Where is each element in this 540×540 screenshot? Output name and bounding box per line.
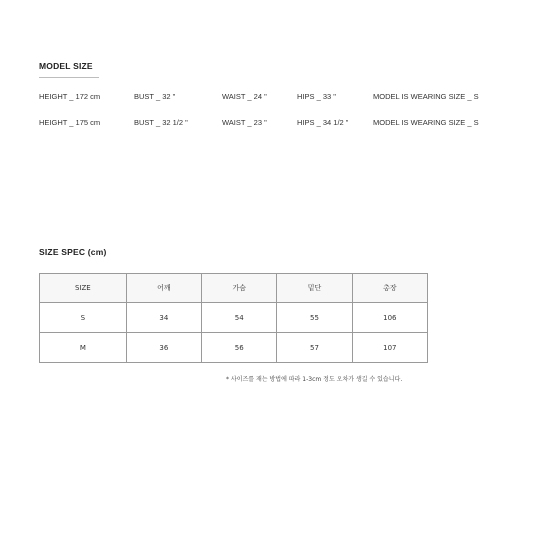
table-row	[40, 303, 428, 333]
model-wearing-size: MODEL IS WEARING SIZE _ S	[373, 92, 479, 101]
model-size-title-rule	[39, 77, 99, 78]
table-header-cell: 총장	[352, 274, 427, 303]
model-hips: HIPS _ 33 "	[297, 92, 336, 101]
model-waist: WAIST _ 24 "	[222, 92, 267, 101]
table-cell: 56	[202, 333, 277, 363]
table-header-cell: 밑단	[277, 274, 352, 303]
table-cell: 55	[277, 303, 352, 333]
table-cell: S	[40, 303, 127, 333]
model-waist: WAIST _ 23 "	[222, 118, 267, 127]
model-row	[39, 92, 509, 104]
model-hips: HIPS _ 34 1/2 "	[297, 118, 349, 127]
measurement-note: * 사이즈를 재는 방법에 따라 1-3cm 정도 오차가 생길 수 있습니다.	[226, 376, 403, 383]
model-wearing-size: MODEL IS WEARING SIZE _ S	[373, 118, 479, 127]
model-bust: BUST _ 32 "	[134, 92, 176, 101]
table-header-cell: 가슴	[202, 274, 277, 303]
table-row	[40, 333, 428, 363]
model-row	[39, 118, 509, 130]
table-header-row	[40, 274, 428, 303]
table-cell: 54	[202, 303, 277, 333]
size-spec-table	[39, 273, 428, 363]
table-cell: 107	[352, 333, 427, 363]
table-cell: 106	[352, 303, 427, 333]
model-bust: BUST _ 32 1/2 "	[134, 118, 188, 127]
model-size-title: MODEL SIZE	[39, 61, 93, 71]
table-header-cell: SIZE	[40, 274, 127, 303]
table-cell: 36	[126, 333, 201, 363]
table-cell: 57	[277, 333, 352, 363]
table-header-cell: 어깨	[126, 274, 201, 303]
model-height: HEIGHT _ 175 cm	[39, 118, 101, 127]
model-height: HEIGHT _ 172 cm	[39, 92, 101, 101]
table-cell: M	[40, 333, 127, 363]
table-cell: 34	[126, 303, 201, 333]
size-spec-title: SIZE SPEC (cm)	[39, 247, 107, 257]
